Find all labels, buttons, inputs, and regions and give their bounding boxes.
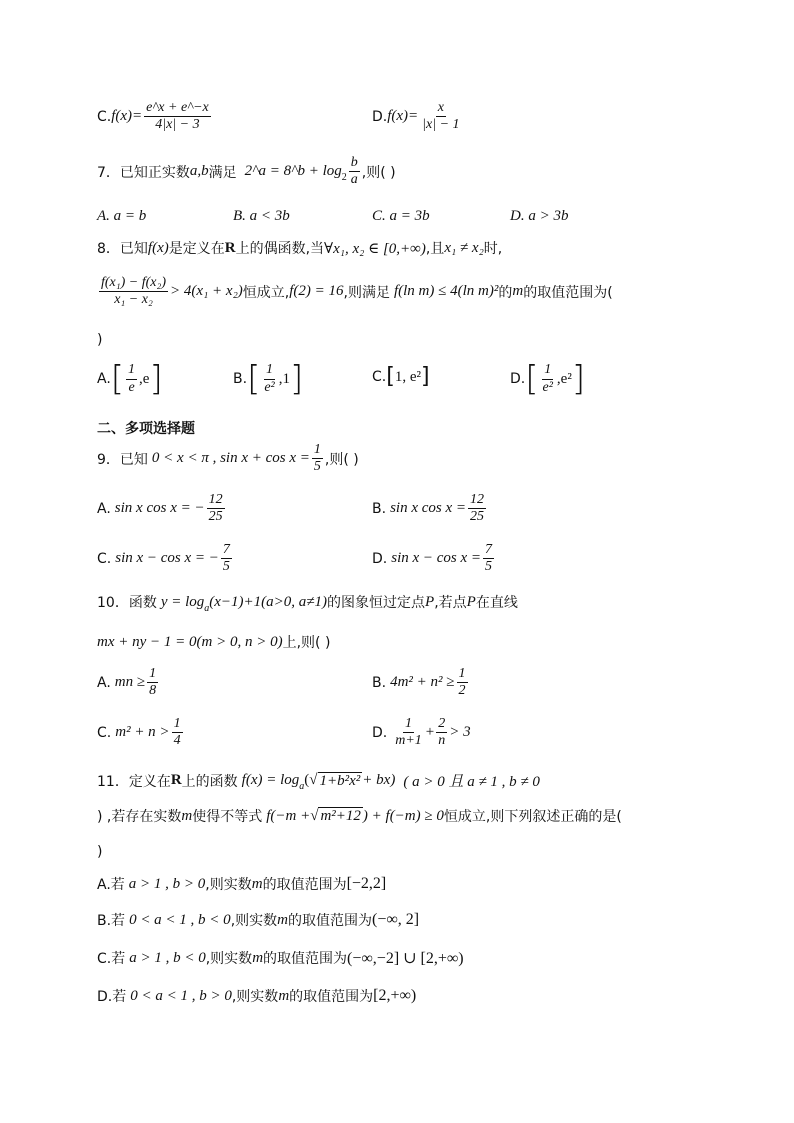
denominator: 25 [470,509,484,525]
q7-option-b: B. a < 3b [233,208,290,224]
q8-close-paren: ) [97,332,103,348]
q8-option-d: D. [ $\frac{1}{\text{e²}}$ ,e² ] [510,359,586,399]
plus-sign: + [425,724,435,741]
q11-function: + bx) [362,772,396,788]
q9-option-c [97,542,234,575]
option-label: B.若 [97,913,126,929]
q11-var: m [181,807,193,824]
fraction [420,100,461,133]
q7-text: 满足 [208,164,237,181]
denominator: m+1 [395,733,422,749]
option-label: B. [372,674,387,691]
q8-var: m [512,283,524,300]
numerator: 1 [126,362,137,379]
q7-option-a: A. a = b [97,208,147,224]
q11-text: 使得不等式 [192,809,263,825]
q8-text: 是定义在 [168,241,225,257]
q7-option-c: C. a = 3b [372,208,430,224]
q9-stem [97,442,359,475]
option-text: ,则实数 [205,877,252,893]
q11-stem-line2: ) ,若存在实数 m 使得不等式 f(−m + √ m²+12 ) + f(−m) ≥ 0 恒成立,则下列叙述正确的是( [97,807,622,825]
option-label: B. [372,500,387,517]
numerator: f(x₁) − f(x₂) [99,275,168,292]
numerator: 7 [483,542,494,559]
expression: sin x cos x = − [114,500,205,517]
option-label: C. [372,369,387,385]
q10-text: 10．函数 [97,595,157,611]
option-var: m [278,987,290,1004]
denominator: x₁ − x₂ [114,292,153,308]
numerator: 1 [172,716,183,733]
q10-option-c [97,716,185,749]
expression: m² + n > [115,724,170,741]
option-label: C. [97,724,112,741]
option-var: m [251,875,263,892]
q7-stem: 7．已知正实数 a,b 满足 2^a = 8^b + log 2 $\frac{b}{a}$ ,则( ) [97,155,396,188]
option-text: 的取值范围为 [263,951,348,967]
q10-stem-line2 [97,632,330,652]
option-label: D. [372,724,388,741]
q11-condition: ( a > 0 且 a ≠ 1 , b ≠ 0 [403,774,540,790]
expression: 4m² + n² ≥ [390,674,455,691]
q10-line-equation: mx + ny − 1 = 0(m > 0, n > 0) [97,633,283,650]
denominator: 2 [458,683,466,699]
fraction [541,362,555,395]
q10-function: (x−1)+1(a>0, a≠1) [209,593,328,610]
numerator: 1 [457,666,468,683]
fraction [144,100,211,133]
option-condition: a > 1 , b > 0 [128,875,206,892]
q8-option-c: C. [ 1, e² ] [372,364,430,389]
expression: > 3 [449,724,471,741]
fraction [221,542,232,575]
numerator: b [349,155,360,172]
option-condition: 0 < a < 1 , b < 0 [129,911,231,928]
q8-text: 时, [483,241,503,257]
fraction [349,155,360,188]
numerator: 1 [264,362,275,379]
q11-option-d [97,986,416,1006]
q8-text: 8．已知 [97,241,148,257]
fraction [457,666,468,699]
q8-value: f(2) = 16 [289,283,344,300]
q11-stem-line1: 11．定义在 R 上的函数 f(x) = log a ( √ 1+b²x² + bx) ( a > 0 且 a ≠ 1 , b ≠ 0 [97,772,540,792]
q8-text: ,且 [425,241,445,257]
denominator: e [128,379,135,395]
option-label: C. [97,550,112,567]
denominator: e² [542,379,553,395]
expression: mn ≥ [114,674,146,691]
numerator: 7 [221,542,232,559]
q10-text: ,若点 [434,595,467,611]
q8-stem-line1 [97,238,502,258]
fraction [312,442,323,475]
interval-tail: ,e [139,370,150,387]
denominator: 8 [149,683,157,699]
q8-condition: x₁ ≠ x₂ [444,239,484,256]
q8-text: ,则满足 [343,284,390,301]
q8-text: 恒成立, [242,284,290,301]
numerator: x [436,100,446,117]
option-label: C.若 [97,951,126,967]
q10-text: 的图象恒过定点 [327,595,426,611]
sqrt-expression: m²+12 [320,808,361,824]
option-label: B. [233,371,248,387]
q11-text: 上的函数 [181,773,238,790]
option-label: D.若 [97,989,127,1005]
section-title: 二、多项选择题 [97,421,195,437]
q10-option-d [372,716,471,749]
q7-option-d: D. a > 3b [510,208,569,224]
denominator: 5 [222,559,230,575]
option-range: (−∞,−2] ∪ [2,+∞) [347,950,464,967]
q10-text: 在直线 [475,595,518,611]
function-name: f(x)= [111,108,143,125]
denominator: e² [264,379,275,395]
q8-inequality: > 4(x₁ + x₂) [170,283,243,300]
numerator: 1 [542,362,553,379]
fraction [393,716,424,749]
option-label: C. [97,108,112,125]
q7-vars: a,b [189,163,209,180]
q8-inequality: f(ln m) ≤ 4(ln m)² [393,283,499,300]
denominator: 4|x| − 3 [155,117,200,133]
q11-inequality: ) + f(−m) ≥ 0 [362,807,444,824]
option-range: [2,+∞) [373,987,417,1004]
fraction [99,275,168,308]
interval-tail: ,e² [556,370,572,387]
numerator: 1 [312,442,323,459]
function-name: f(x)= [387,108,419,125]
q10-option-a [97,666,160,699]
interval: 1, e² [394,368,421,385]
expression: sin x − cos x = − [115,550,219,567]
q10-point: P [466,593,476,610]
q8-text: 的取值范围为( [523,284,613,301]
q9-option-b [372,492,488,525]
q8-text: 上的偶函数,当 [235,241,325,257]
q7-text: 7．已知正实数 [97,164,190,181]
denominator: n [438,733,446,749]
q6-option-d [372,100,464,133]
option-var: m [277,911,288,928]
q9-condition: 0 < x < π , sin x + cos x = [151,450,310,467]
fraction [207,492,225,525]
numerator: 12 [468,492,486,509]
interval-tail: ,1 [278,370,290,387]
q11-text: 恒成立,则下列叙述正确的是( [443,809,622,825]
q8-stem-line2 [97,275,613,308]
fraction [172,716,183,749]
denominator: a [350,172,358,188]
denominator: 5 [313,459,321,475]
q9-option-a [97,492,227,525]
denominator: 25 [208,509,223,525]
option-text: 的取值范围为 [262,877,347,893]
denominator: 4 [173,733,181,749]
option-condition: 0 < a < 1 , b > 0 [130,987,232,1004]
option-condition: a > 1 , b < 0 [129,949,206,966]
q9-text: 9．已知 [97,451,148,468]
q6-option-c [97,100,213,133]
q9-option-d [372,542,496,575]
paren: ( [304,772,310,788]
denominator: |x| − 1 [422,117,460,133]
denominator: 5 [485,559,493,575]
q11-real-set: R [170,772,182,788]
fraction [483,542,494,575]
q11-text: ) ,若存在实数 [97,809,182,825]
q11-function: f(x) = log [241,772,300,788]
fraction [147,666,158,699]
q10-text: 上,则( ) [282,635,331,651]
q8-option-b: B. [ $\frac{1}{\text{e²}}$ ,1 ] [233,359,304,399]
q10-point: P [425,593,435,610]
q8-text: 的 [498,284,513,301]
fraction [436,716,447,749]
option-text: ,则实数 [230,913,278,929]
q9-text: ,则( ) [324,451,359,468]
sqrt-expression: 1+b²x² [319,772,361,789]
option-label: A. [97,674,111,691]
numerator: 2 [436,716,447,733]
option-label: A.若 [97,877,125,893]
q10-option-b [372,666,470,699]
q8-real-set: R [224,239,236,256]
numerator: 1 [403,716,414,733]
q11-inequality: f(−m + [266,807,311,824]
fraction [262,362,276,395]
expression: sin x cos x = [390,500,466,517]
q11-option-c [97,948,464,968]
option-text: ,则实数 [205,951,253,967]
q10-function: y = log [160,593,205,610]
q8-condition: ∀x₁, x₂ ∈ [0,+∞) [324,240,426,257]
option-label: D. [372,108,388,125]
option-label: A. [97,371,111,387]
q10-stem-line1: 10．函数 y = log a (x−1)+1(a>0, a≠1) 的图象恒过定点 P ,若点 P 在直线 [97,593,518,614]
fraction [126,362,137,395]
q11-option-b [97,910,419,930]
option-var: m [252,949,264,966]
q11-option-a [97,874,386,894]
option-text: 的取值范围为 [289,989,374,1005]
option-label: D. [510,371,526,387]
numerator: 1 [147,666,158,683]
q8-option-a: A. [ $\frac{1}{e}$ ,e ] [97,359,163,399]
fraction [468,492,486,525]
numerator: 12 [207,492,225,509]
q7-equation: 2^a = 8^b + log [244,163,342,180]
q11-text: 11．定义在 [97,773,171,790]
option-label: D. [372,550,388,567]
q8-function: f(x) [147,239,169,256]
expression: sin x − cos x = [391,550,482,567]
option-text: 的取值范围为 [287,913,372,929]
numerator: e^x + e^−x [144,100,211,117]
q11-close-paren: ) [97,844,103,860]
option-range: (−∞, 2] [371,911,420,928]
option-text: ,则实数 [231,989,279,1005]
option-label: A. [97,500,111,517]
option-range: [−2,2] [346,875,387,892]
q7-text: ,则( ) [361,164,396,181]
